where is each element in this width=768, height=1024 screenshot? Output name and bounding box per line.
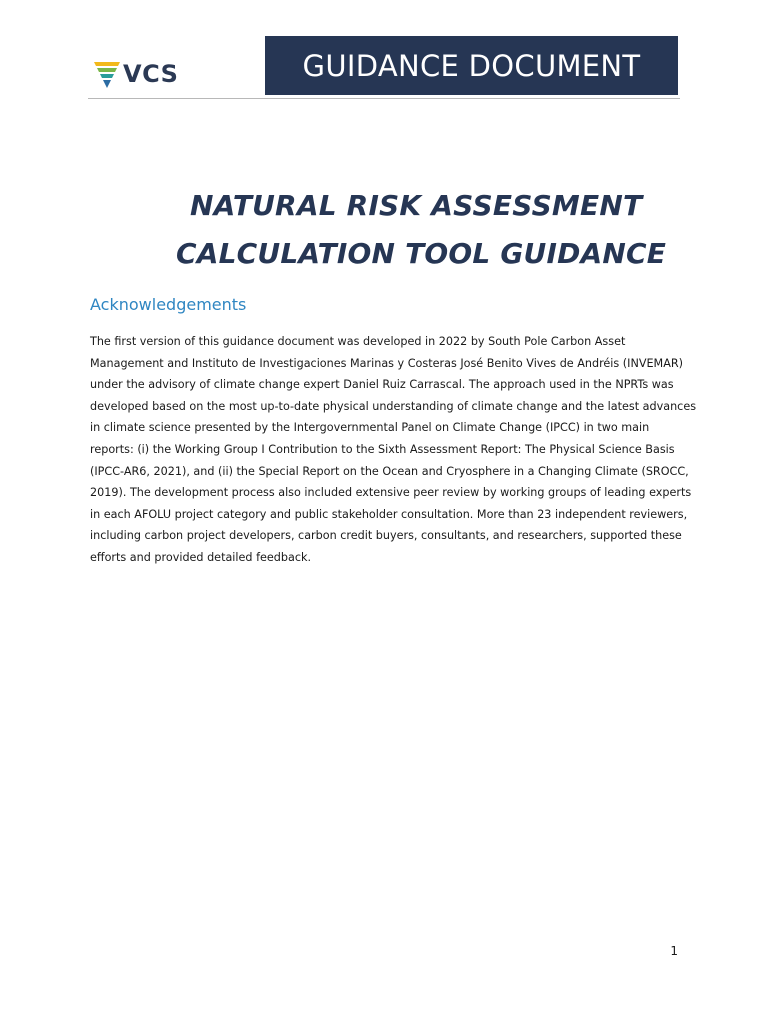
paragraph-line: developed based on the most up-to-date physical understanding of climate change and the latest advances: [90, 399, 697, 413]
paragraph-line: The first version of this guidance document was developed in 2022 by South Pole Carbon Asset: [90, 335, 626, 348]
paragraph-line: efforts and provided detailed feedback.: [90, 550, 312, 564]
document-type-banner: [265, 36, 678, 95]
document-header: [0, 0, 768, 100]
vcs-logo-icon: [93, 59, 121, 89]
title-line-1: NATURAL RISK ASSESSMENT: [190, 189, 643, 222]
paragraph-line: reports: (i) the Working Group I Contribution to the Sixth Assessment Report: The Physical Science Basis: [90, 442, 675, 456]
paragraph-line: including carbon project developers, carbon credit buyers, consultants, and researchers, supported these: [90, 529, 682, 543]
paragraph-line: 2019). The development process also included extensive peer review by working groups of leading experts: [90, 486, 692, 500]
document-title: [0, 182, 768, 278]
logo-wordmark: VCS: [123, 60, 179, 88]
section-heading: Acknowledgements: [90, 295, 247, 314]
header-divider: [88, 98, 680, 99]
vcs-logo: [93, 58, 178, 90]
paragraph-line: under the advisory of climate change expert Daniel Ruiz Carrascal. The approach used in the NPRTs was: [90, 378, 674, 392]
paragraph-line: in climate science presented by the Intergovernmental Panel on Climate Change (IPCC) in two main: [90, 421, 650, 435]
paragraph-line: (IPCC-AR6, 2021), and (ii) the Special Report on the Ocean and Cryosphere in a Changing Climate (SROCC,: [90, 464, 689, 478]
document-type-label: GUIDANCE DOCUMENT: [302, 48, 641, 83]
acknowledgements-paragraph: [90, 331, 697, 569]
title-line-2: CALCULATION TOOL GUIDANCE: [176, 237, 667, 270]
paragraph-line: Management and Instituto de Investigaciones Marinas y Costeras José Benito Vives de Andréis (INVEMAR): [90, 356, 684, 370]
paragraph-line: in each AFOLU project category and public stakeholder consultation. More than 23 independent reviewers,: [90, 507, 688, 521]
page-number: 1: [670, 944, 678, 958]
